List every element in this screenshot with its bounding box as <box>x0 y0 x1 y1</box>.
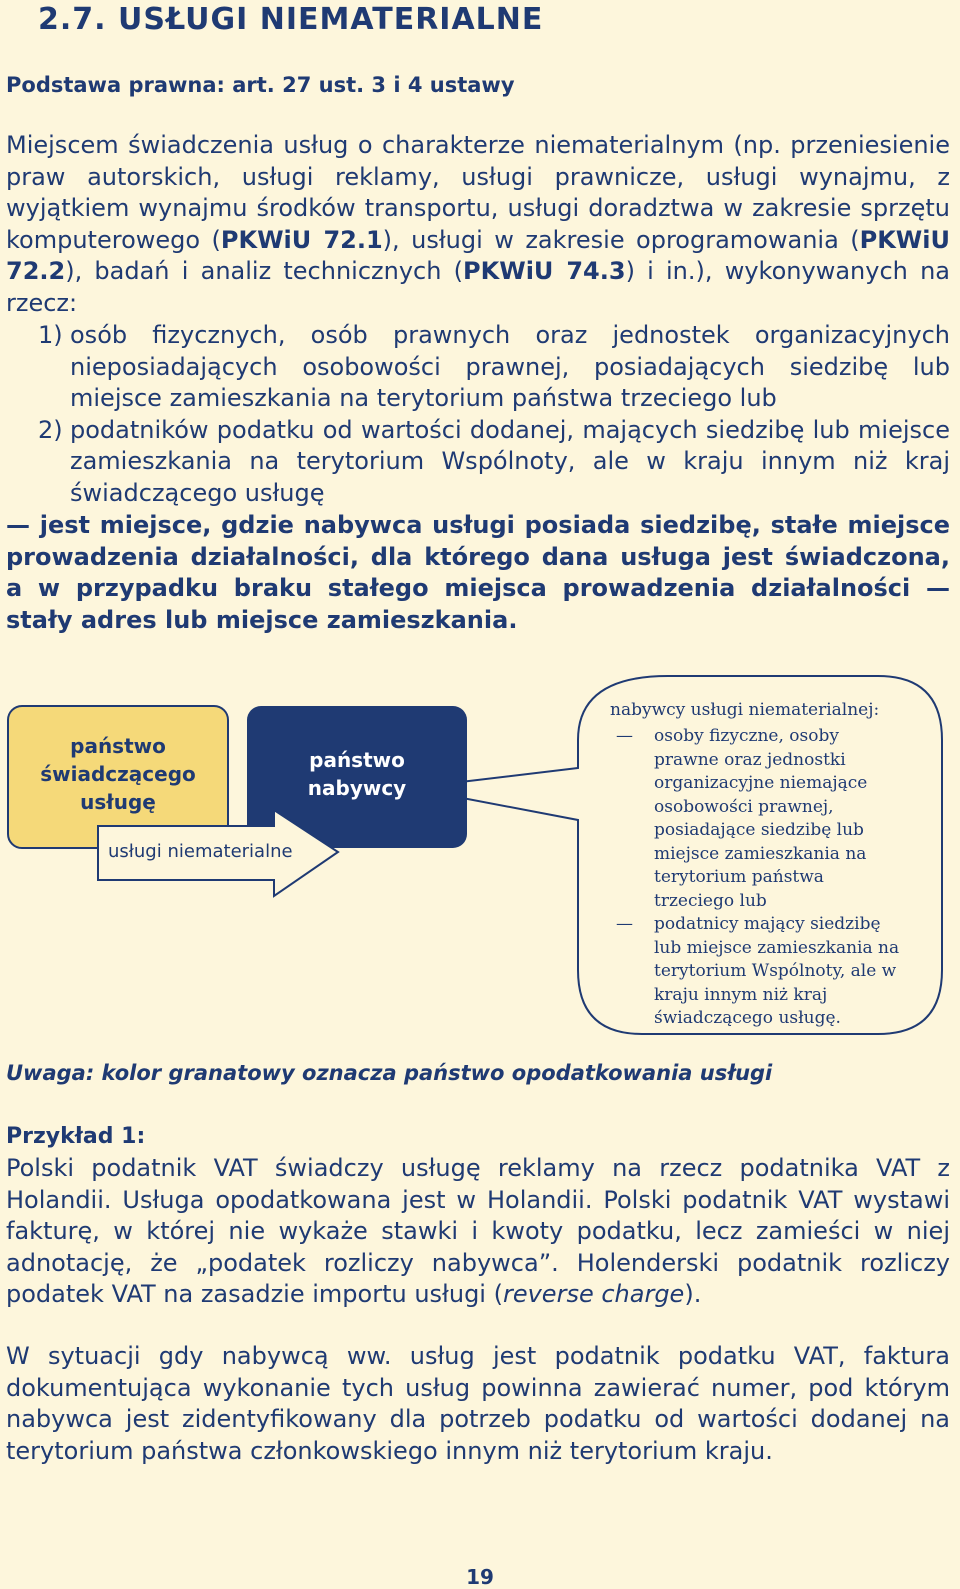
provider-line: państwo <box>70 734 166 758</box>
arrow-label: usługi niematerialne <box>108 841 293 862</box>
note: Uwaga: kolor granatowy oznacza państwo opodatkowania usługi <box>6 1061 773 1085</box>
bubble-item <box>612 725 902 913</box>
intro-paragraph <box>6 130 950 320</box>
example-title: Przykład 1: <box>6 1124 146 1149</box>
intro-text-3: ), badań i analiz technicznych ( <box>65 257 464 286</box>
bubble-list <box>612 725 902 1031</box>
example-text: Polski podatnik VAT świadczy usługę reklamy na rzecz podatnika VAT z Holandii. Usługa opodatkowana jest w Holandii. Polski podatnik VAT wystawi fakturę, w której nie wykaże stawki i kwoty podatku, lecz zamieści w niej adnotację, że „podatek rozliczy nabywca”. Holenderski podatnik rozliczy podatek VAT na zasadzie importu usługi ( <box>6 1154 950 1309</box>
list-item <box>6 415 950 510</box>
bubble-item <box>612 913 902 1031</box>
conclusion-text: — jest miejsce, gdzie nabywca usługi posiada siedzibę, stałe miejsce prowadzenia działalności, dla którego dana usługa jest świadczona, a w przypadku braku stałego miejsca prowadzenia działalności — stały adres lub miejsce zamieszkania. <box>6 511 950 634</box>
buyer-line: państwo <box>309 748 405 772</box>
section-title: 2.7. USŁUGI NIEMATERIALNE <box>38 2 544 37</box>
pkwiu-code-1: PKWiU 72.1 <box>220 225 383 254</box>
list-item-text: podatników podatku od wartości dodanej, mających siedzibę lub miejsce zamieszkania na terytorium Wspólnoty, ale w kraju innym niż kraj świadczącego usługę <box>70 415 950 507</box>
list-number: 1) <box>38 321 63 349</box>
page-number: 19 <box>466 1565 494 1589</box>
provider-line: świadczącego <box>40 762 196 786</box>
intro-text-4: ) i in.), wykonywanych na rzecz: <box>6 257 950 317</box>
bubble-item-text: osoby fizyczne, osoby prawne oraz jednostki organizacyjne niemające osobowości prawnej, posiadające siedzibę lub miejsce zamieszkania na terytorium państwa trzeciego lub <box>654 726 868 911</box>
list-number: 2) <box>38 415 63 444</box>
dash: — <box>616 914 633 934</box>
example-paragraph-1 <box>6 1153 950 1311</box>
example-text-end: ). <box>684 1280 702 1309</box>
recipient-list <box>6 320 950 510</box>
pkwiu-code-3: PKWiU 74.3 <box>463 257 626 286</box>
intro-text-1: Miejscem świadczenia usług o charakterze niematerialnym (np. przeniesienie praw autorskich, usługi reklamy, usługi prawnicze, usługi wynajmu, z wyjątkiem wynajmu środków transportu, usługi doradztwa w zakresie sprzętu komputerowego ( <box>6 131 950 254</box>
pkwiu-code-2: PKWiU 72.2 <box>6 225 950 286</box>
legal-basis: Podstawa prawna: art. 27 ust. 3 i 4 ustawy <box>6 73 515 97</box>
list-item <box>6 320 950 415</box>
buyer-country-label <box>247 746 467 802</box>
dash: — <box>616 726 633 746</box>
buyer-line: nabywcy <box>307 776 407 800</box>
example-paragraph-2: W sytuacji gdy nabywcą ww. usług jest podatnik podatku VAT, faktura dokumentująca wykonanie tych usług powinna zawierać numer, pod którym nabywca jest zidentyfikowany dla potrzeb podatku od wartości dodanej na terytorium państwa członkowskiego innym niż terytorium kraju. <box>6 1342 950 1465</box>
provider-country-label <box>8 732 228 816</box>
example-italic: reverse charge <box>502 1280 685 1309</box>
list-item-text: osób fizycznych, osób prawnych oraz jednostek organizacyjnych nieposiadających osobowości prawnej, posiadających siedzibę lub miejsce zamieszkania na terytorium państwa trzeciego lub <box>70 321 950 413</box>
provider-line: usługę <box>80 790 156 814</box>
intro-text-2: ), usługi w zakresie oprogramowania ( <box>382 225 860 254</box>
bubble-item-text: podatnicy mający siedzibę lub miejsce zamieszkania na terytorium Wspólnoty, ale w kraju innym niż kraj świadczącego usługę. <box>654 914 900 1028</box>
bubble-title: nabywcy usługi niematerialnej: <box>610 700 880 720</box>
